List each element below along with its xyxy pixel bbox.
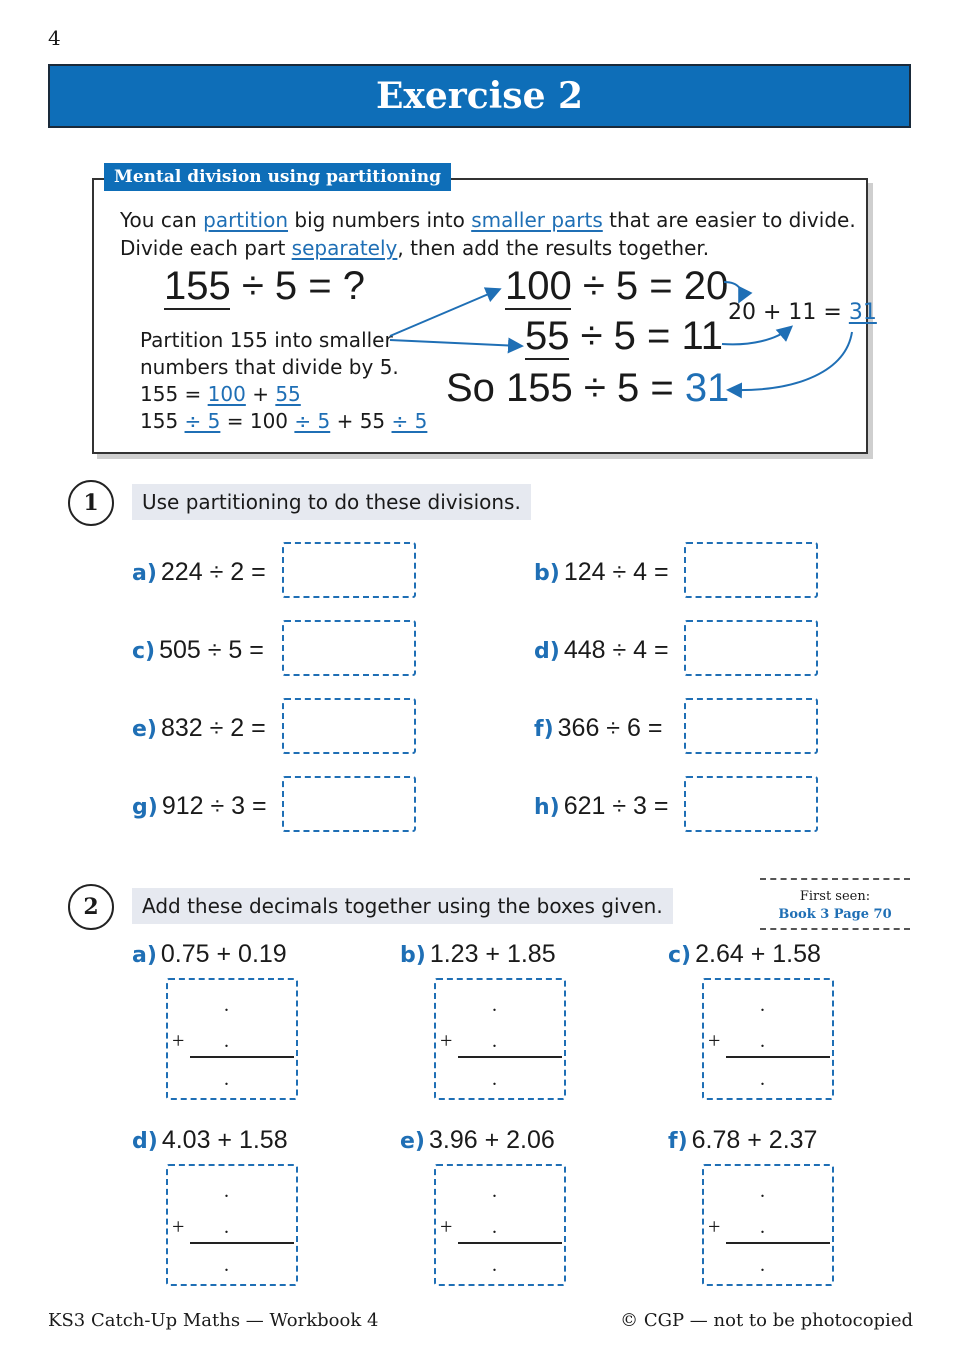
q1-item-h: h) 621 ÷ 3 =: [534, 792, 669, 820]
conclusion-result: 31: [684, 366, 730, 410]
q2-item-a: a) 0.75 + 0.19: [132, 940, 287, 968]
q1-item-c: c) 505 ÷ 5 =: [132, 636, 264, 664]
q1-answer-box-f[interactable]: [684, 698, 818, 754]
q2-item-f: f) 6.78 + 2.37: [668, 1126, 818, 1154]
arrow-20-to-sum: [724, 282, 741, 300]
page-number: 4: [48, 26, 61, 50]
q2-item-d: d) 4.03 + 1.58: [132, 1126, 288, 1154]
q2-item-c: c) 2.64 + 1.58: [668, 940, 821, 968]
intro-line-1: You can partition big numbers into smaller parts that are easier to divide.: [120, 208, 856, 232]
q1-item-b: b) 124 ÷ 4 =: [534, 558, 669, 586]
q1-item-g: g) 912 ÷ 3 =: [132, 792, 267, 820]
step-100: 100 ÷ 5 = 20: [505, 264, 729, 308]
footer-book-title: KS3 Catch-Up Maths — Workbook 4: [48, 1310, 379, 1331]
q2-item-b: b) 1.23 + 1.85: [400, 940, 556, 968]
info-box-heading: Mental division using partitioning: [104, 163, 451, 191]
partition-text-2: numbers that divide by 5.: [140, 355, 399, 379]
q1-answer-box-c[interactable]: [282, 620, 416, 676]
question-1-instruction: Use partitioning to do these divisions.: [132, 484, 531, 520]
partition-equation-1: 155 = 100 + 55: [140, 382, 301, 406]
sum-result: 31: [848, 300, 877, 325]
first-seen-reference: Book 3 Page 70: [778, 907, 892, 922]
arrow-to-55: [390, 340, 520, 346]
q2-working-box-e[interactable]: . + . .: [434, 1164, 566, 1286]
question-2-number: 2: [68, 884, 114, 930]
term-separately: separately: [291, 236, 398, 260]
q1-item-d: d) 448 ÷ 4 =: [534, 636, 669, 664]
partition-equation-2: 155 ÷ 5 = 100 ÷ 5 + 55 ÷ 5: [140, 409, 428, 433]
first-seen-badge: [760, 878, 910, 930]
arrow-to-100: [390, 290, 498, 336]
question-1-number: 1: [68, 480, 114, 526]
q2-working-box-a[interactable]: . + . .: [166, 978, 298, 1100]
conclusion: So 155 ÷ 5 = 31: [446, 366, 730, 410]
q2-item-e: e) 3.96 + 2.06: [400, 1126, 555, 1154]
q2-working-box-c[interactable]: . + . .: [702, 978, 834, 1100]
q1-answer-box-a[interactable]: [282, 542, 416, 598]
q2-working-box-b[interactable]: . + . .: [434, 978, 566, 1100]
q2-working-box-d[interactable]: . + . .: [166, 1164, 298, 1286]
first-seen-label: First seen:: [799, 889, 871, 904]
intro-line-2: Divide each part separately, then add the results together.: [120, 236, 710, 260]
q2-working-box-f[interactable]: . + . .: [702, 1164, 834, 1286]
term-smaller-parts: smaller parts: [471, 208, 603, 232]
q1-item-e: e) 832 ÷ 2 =: [132, 714, 266, 742]
page-title: Exercise 2: [48, 64, 911, 128]
q1-answer-box-h[interactable]: [684, 776, 818, 832]
step-55: 55 ÷ 5 = 11: [525, 314, 724, 358]
q1-item-a: a) 224 ÷ 2 =: [132, 558, 266, 586]
q1-answer-box-g[interactable]: [282, 776, 416, 832]
partition-text-1: Partition 155 into smaller: [140, 328, 393, 352]
example-problem: 155 ÷ 5 = ?: [164, 264, 365, 308]
q1-answer-box-e[interactable]: [282, 698, 416, 754]
question-2-instruction: Add these decimals together using the boxes given.: [132, 888, 673, 924]
footer-copyright: © CGP — not to be photocopied: [620, 1310, 913, 1331]
arrow-11-to-sum: [722, 328, 790, 344]
sum-line: 20 + 11 = 31: [728, 300, 877, 325]
q1-item-f: f) 366 ÷ 6 =: [534, 714, 663, 742]
term-partition: partition: [203, 208, 289, 232]
arrow-31-to-answer: [730, 332, 852, 390]
q1-answer-box-b[interactable]: [684, 542, 818, 598]
q1-answer-box-d[interactable]: [684, 620, 818, 676]
info-arrows: [0, 0, 961, 460]
